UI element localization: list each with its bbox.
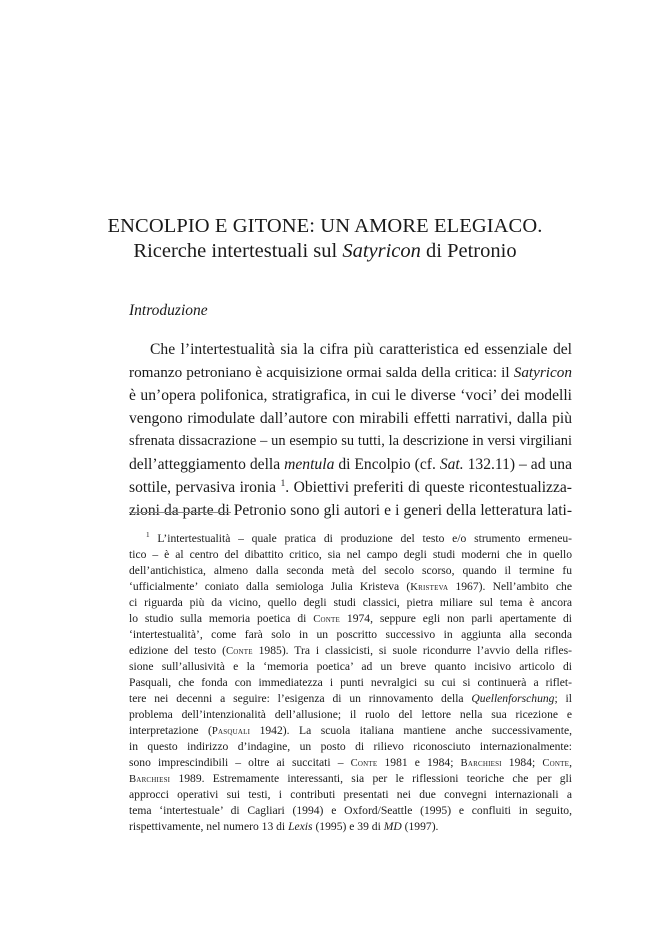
subtitle-text: Ricerche intertestuali sul — [133, 240, 343, 262]
footnote-italic-run: Quellenforschung — [471, 692, 555, 705]
footnote-line: tico – è al centro del dibattito critico, sia nel campo degli studi moderni che in quello — [129, 548, 572, 561]
footnote-text-run: 1984; — [501, 756, 543, 769]
body-line: zioni da parte di Petronio sono gli autori e i generi della letteratura lati- — [129, 502, 572, 519]
body-line — [129, 361, 572, 384]
footnote-text-run: 1967). Nell’ambito che — [448, 580, 572, 593]
body-italic-run: Satyricon — [513, 364, 572, 381]
author-citation: Conte — [313, 613, 341, 625]
footnote-text-run: 1974, seppure egli non parli apertamente di — [340, 612, 572, 625]
body-italic-run: Sat. — [439, 456, 464, 473]
footnote-text-run: L’intertestualità – quale pratica di produzione del testo e/o strumento ermeneu- — [149, 532, 572, 545]
body-paragraph — [129, 338, 572, 522]
body-line — [129, 476, 572, 499]
footnote-line — [129, 643, 572, 659]
subtitle-work-title: Satyricon — [342, 240, 421, 262]
footnote-text-run: 1981 e 1984; — [377, 756, 461, 769]
body-text-run: . Obiettivi preferiti di queste ricontestualizza- — [285, 479, 572, 496]
body-text-run: 132.11) – ad una — [463, 456, 572, 473]
footnote-line: ci riguarda più da vicino, quello degli studi classici, pietra miliare sul tema è ancora — [129, 596, 572, 609]
footnote-text-run: tere nei decenni a seguire: l’esigenza di un rinnovamento della — [129, 692, 472, 705]
footnote-text-run: rispettivamente, nel numero 13 di — [129, 820, 289, 833]
body-line: sfrenata dissacrazione – un esempio su tutti, la descrizione in versi virgiliani — [129, 433, 572, 449]
footnote-text-run: (1995) e 39 di — [312, 820, 384, 833]
footnote-line: ‘intertestualità’, come farà solo in un poscritto successivo in aggiunta alla seconda — [129, 628, 572, 641]
author-citation: Conte — [542, 757, 570, 769]
author-citation: Conte — [225, 645, 253, 657]
chapter-subtitle — [0, 238, 650, 264]
body-line: vengono rimodulate dall’autore con mirabili effetti narrativi, dalla più — [129, 410, 572, 427]
footnote-text-run: ; il — [554, 692, 572, 705]
author-citation: Barchiesi — [129, 773, 171, 785]
footnote — [129, 531, 572, 835]
section-heading: Introduzione — [129, 302, 208, 319]
footnote-line — [129, 531, 572, 547]
chapter-title-block — [0, 214, 650, 264]
footnote-reference[interactable]: 1 — [280, 477, 286, 489]
footnote-text-run: (1997). — [401, 820, 439, 833]
footnote-text-run: 1942). La scuola italiana mantiene anche successivamente, — [250, 724, 572, 737]
footnote-line: in questo indirizzo d’indagine, un posto di rilievo riconosciuto internazionalmente: — [129, 740, 572, 753]
footnote-text-run: lo studio sulla memoria poetica di — [129, 612, 314, 625]
body-line — [129, 453, 572, 476]
footnote-line: tema ‘intertestuale’ di Cagliari (1994) e Oxford/Seattle (1995) e confluiti in seguito, — [129, 804, 572, 817]
footnote-line — [129, 819, 572, 835]
footnote-line: Pasquali, che fonda con immediatezza i punti nevralgici su cui si continuerà a riflet- — [129, 676, 572, 689]
footnote-line: dell’antichistica, almeno dalla seconda metà del secolo scorso, quando il termine fu — [129, 564, 572, 577]
footnote-text-run: sono imprescindibili – oltre ai succitati – — [129, 756, 351, 769]
body-line: è un’opera polifonica, stratigrafica, in cui le diverse ‘voci’ dei modelli — [129, 387, 572, 404]
body-text-run: di Encolpio (cf. — [334, 456, 440, 473]
body-line: Che l’intertestualità sia la cifra più caratteristica ed essenziale del — [150, 341, 572, 358]
footnote-line: approcci operativi sui testi, i contributi presentati nei due convegni internazionali a — [129, 788, 572, 801]
footnote-text-run: edizione del testo ( — [129, 644, 226, 657]
footnote-marker: 1 — [146, 531, 150, 540]
footnote-line — [129, 611, 572, 627]
footnote-line — [129, 755, 572, 771]
footnote-text-run: 1985). Tra i classicisti, si suole ricondurre l’avvio della rifles- — [252, 644, 572, 657]
chapter-title: ENCOLPIO E GITONE: UN AMORE ELEGIACO. — [107, 215, 543, 237]
footnote-text-run: ‘ufficialmente’ coniato dalla semiologa Julia Kristeva ( — [129, 580, 411, 593]
footnote-line — [129, 579, 572, 595]
body-text-run: dell’atteggiamento della — [129, 456, 285, 473]
author-citation: Conte — [350, 757, 378, 769]
footnote-text-run: , — [569, 756, 572, 769]
author-citation: Barchiesi — [460, 757, 502, 769]
footnote-italic-run: Lexis — [288, 820, 313, 833]
footnote-text-run: 1989. Estremamente interessanti, sia per le riflessioni teoriche che per gli — [170, 772, 572, 785]
subtitle-text-end: di Petronio — [420, 240, 517, 262]
footnote-line: sione sull’allusività e la ‘memoria poetica’ ad un breve quanto incisivo articolo di — [129, 660, 572, 673]
footnote-line — [129, 691, 572, 707]
footnote-line — [129, 723, 572, 739]
body-text-run: romanzo petroniano è acquisizione ormai salda della critica: il — [129, 364, 514, 381]
author-citation: Pasquali — [211, 725, 251, 737]
author-citation: Kristeva — [410, 581, 449, 593]
body-text-run: sottile, pervasiva ironia — [129, 479, 281, 496]
footnote-separator — [129, 512, 231, 513]
footnote-text-run: interpretazione ( — [129, 724, 212, 737]
footnote-line: problema dell’intenzionalità dell’allusione; il ruolo del lettore nella sua ricezione e — [129, 708, 572, 721]
body-italic-run: mentula — [284, 456, 335, 473]
footnote-italic-run: MD — [383, 820, 402, 833]
footnote-line — [129, 771, 572, 787]
